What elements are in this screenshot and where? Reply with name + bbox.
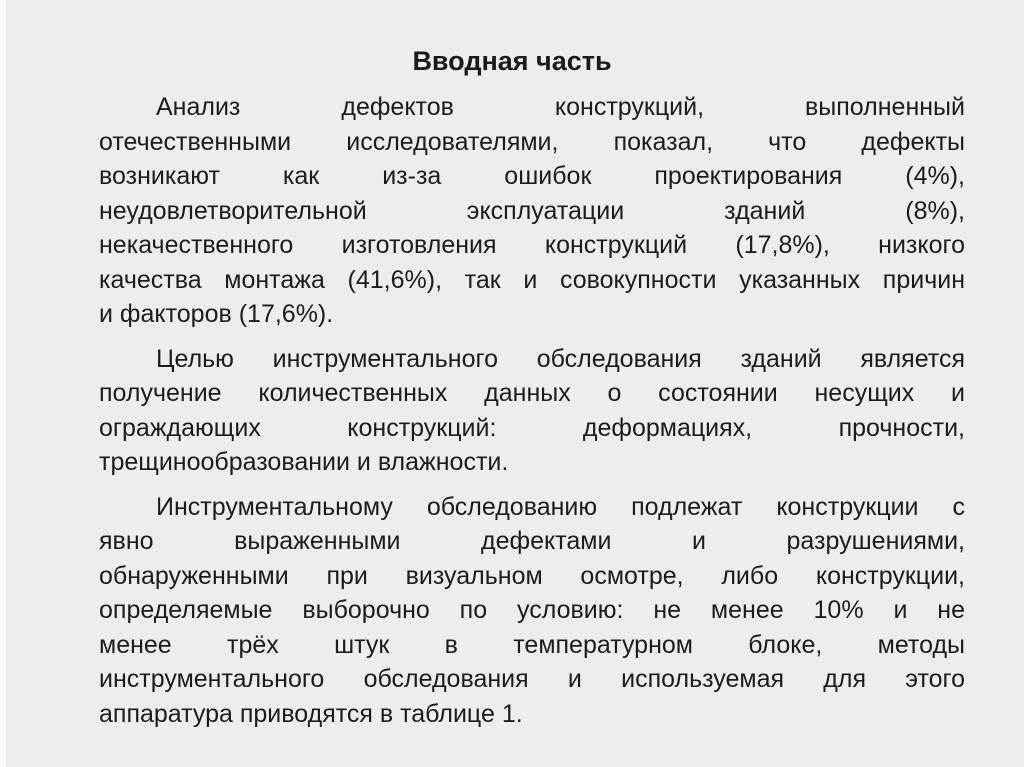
text-line: трещинообразовании и влажности. (99, 448, 509, 476)
text-line: получение количественных данных о состоянии несущих и (99, 379, 965, 407)
text-line: Целью инструментального обследования зданий является (156, 344, 965, 373)
text-line: обнаруженными при визуальном осмотре, либо конструкции, (99, 561, 965, 590)
text-line: ограждающих конструкций: деформациях, прочности, (99, 413, 965, 442)
text-line: определяемые выборочно по условию: не менее 10% и не (99, 596, 965, 624)
text-line: Анализ дефектов конструкций, выполненный (156, 93, 965, 121)
text-line: качества монтажа (41,6%), так и совокупности указанных причин (99, 265, 965, 294)
text-line: инструментального обследования и используемая для этого (99, 665, 965, 693)
text-line: и факторов (17,6%). (99, 300, 334, 328)
slide-title: Вводная часть (412, 46, 612, 76)
paragraph-inspection-goal (99, 342, 965, 480)
text-line: менее трёх штук в температурном блоке, методы (99, 630, 965, 659)
text-line: некачественного изготовления конструкций (17,8%), низкого (99, 231, 965, 259)
text-line: явно выраженными дефектами и разрушениями, (99, 527, 965, 555)
slide-body (99, 90, 965, 741)
text-line: Инструментальному обследованию подлежат конструкции с (156, 492, 965, 521)
page-edge (0, 0, 6, 767)
paragraph-defect-analysis (99, 90, 965, 332)
text-line: аппаратура приводятся в таблице 1. (99, 699, 523, 728)
text-line: отечественными исследователями, показал, что дефекты (99, 127, 965, 156)
paragraph-inspection-scope (99, 490, 965, 732)
text-line: неудовлетворительной эксплуатации зданий (8%), (99, 196, 965, 225)
text-line: возникают как из-за ошибок проектирования (4%), (99, 162, 965, 190)
